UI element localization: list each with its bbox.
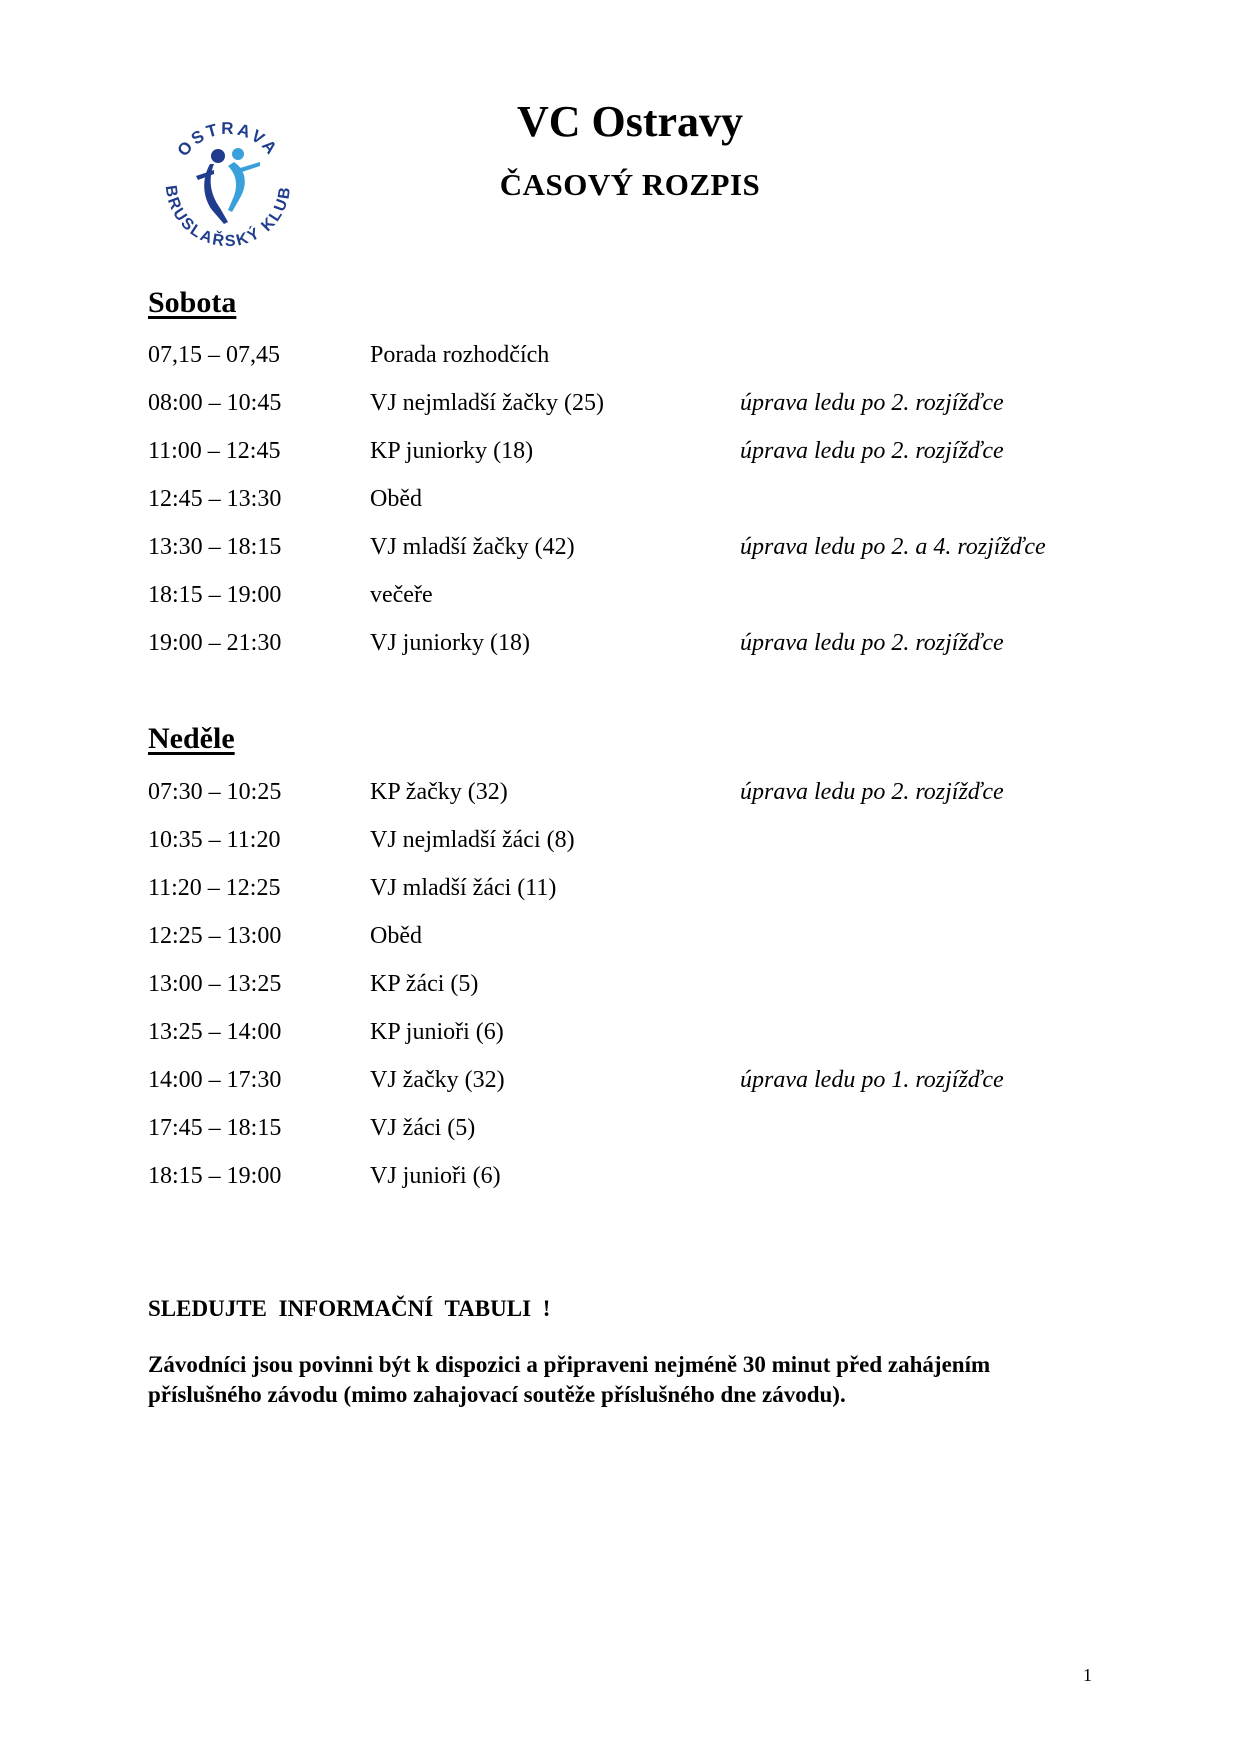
row-time: 08:00 – 10:45 xyxy=(148,390,282,416)
row-time: 13:30 – 18:15 xyxy=(148,534,282,560)
row-note: úprava ledu po 2. rozjížďce xyxy=(740,390,1004,416)
row-event: VJ žáci (5) xyxy=(370,1115,476,1141)
day-heading-sunday: Neděle xyxy=(148,722,235,755)
row-note: úprava ledu po 2. a 4. rozjížďce xyxy=(740,534,1046,560)
row-event: VJ nejmladší žačky (25) xyxy=(370,390,604,416)
logo-top-text: OSTRAVA xyxy=(173,118,283,160)
row-time: 07,15 – 07,45 xyxy=(148,342,280,368)
row-time: 10:35 – 11:20 xyxy=(148,827,281,853)
row-event: VJ nejmladší žáci (8) xyxy=(370,827,575,853)
skater-figure-icon xyxy=(148,104,308,264)
row-time: 11:00 – 12:45 xyxy=(148,438,281,464)
info-board-notice: SLEDUJTE INFORMAČNÍ TABULI ! xyxy=(148,1296,551,1321)
row-note: úprava ledu po 2. rozjížďce xyxy=(740,630,1004,656)
document-title: VC Ostravy xyxy=(516,97,744,146)
schedule-row xyxy=(148,341,1148,389)
row-event: VJ juniorky (18) xyxy=(370,630,530,656)
logo-ring-text: BRUSLAŘSKÝ KLUB xyxy=(161,184,295,251)
schedule-row xyxy=(148,389,1148,437)
schedule-row xyxy=(148,922,1148,970)
schedule-row xyxy=(148,1066,1148,1114)
row-time: 18:15 – 19:00 xyxy=(148,582,282,608)
row-event: KP juniorky (18) xyxy=(370,438,534,464)
row-event: Porada rozhodčích xyxy=(370,342,550,368)
schedule-row xyxy=(148,629,1148,677)
row-time: 14:00 – 17:30 xyxy=(148,1067,282,1093)
schedule-sunday xyxy=(148,778,1148,1210)
schedule-row xyxy=(148,1162,1148,1210)
row-time: 07:30 – 10:25 xyxy=(148,779,282,805)
day-heading-saturday: Sobota xyxy=(148,286,237,319)
schedule-row xyxy=(148,874,1148,922)
document-subtitle: ČASOVÝ ROZPIS xyxy=(499,167,761,202)
row-time: 19:00 – 21:30 xyxy=(148,630,282,656)
row-event: Oběd xyxy=(370,923,422,949)
row-event: VJ žačky (32) xyxy=(370,1067,505,1093)
schedule-row xyxy=(148,533,1148,581)
schedule-saturday xyxy=(148,341,1148,677)
schedule-row xyxy=(148,1114,1148,1162)
svg-text:OSTRAVA xyxy=(174,119,283,160)
row-event: KP junioři (6) xyxy=(370,1019,504,1045)
row-time: 11:20 – 12:25 xyxy=(148,875,281,901)
row-note: úprava ledu po 1. rozjížďce xyxy=(740,1067,1004,1093)
row-event: KP žačky (32) xyxy=(370,779,508,805)
row-event: VJ mladší žačky (42) xyxy=(370,534,575,560)
row-note: úprava ledu po 2. rozjížďce xyxy=(740,438,1004,464)
page-number: 1 xyxy=(1083,1665,1092,1685)
row-event: KP žáci (5) xyxy=(370,971,479,997)
row-time: 13:00 – 13:25 xyxy=(148,971,282,997)
row-event: Oběd xyxy=(370,486,422,512)
schedule-row xyxy=(148,581,1148,629)
row-event: VJ mladší žáci (11) xyxy=(370,875,557,901)
club-logo xyxy=(148,104,308,264)
row-time: 12:45 – 13:30 xyxy=(148,486,282,512)
row-event: večeře xyxy=(370,582,433,608)
schedule-row xyxy=(148,778,1148,826)
row-time: 12:25 – 13:00 xyxy=(148,923,282,949)
row-time: 17:45 – 18:15 xyxy=(148,1115,282,1141)
row-time: 13:25 – 14:00 xyxy=(148,1019,282,1045)
schedule-row xyxy=(148,970,1148,1018)
row-time: 18:15 – 19:00 xyxy=(148,1163,282,1189)
competitor-availability-note: Závodníci jsou povinni být k dispozici a připraveni nejméně 30 minut před zahájením příslušného závodu (mimo zahajovací soutěže příslušného dne závodu). xyxy=(148,1352,991,1407)
schedule-row xyxy=(148,437,1148,485)
row-event: VJ junioři (6) xyxy=(370,1163,501,1189)
schedule-row xyxy=(148,485,1148,533)
schedule-row xyxy=(148,826,1148,874)
svg-text:BRUSLAŘSKÝ KLUB xyxy=(162,184,295,250)
schedule-row xyxy=(148,1018,1148,1066)
row-note: úprava ledu po 2. rozjížďce xyxy=(740,779,1004,805)
